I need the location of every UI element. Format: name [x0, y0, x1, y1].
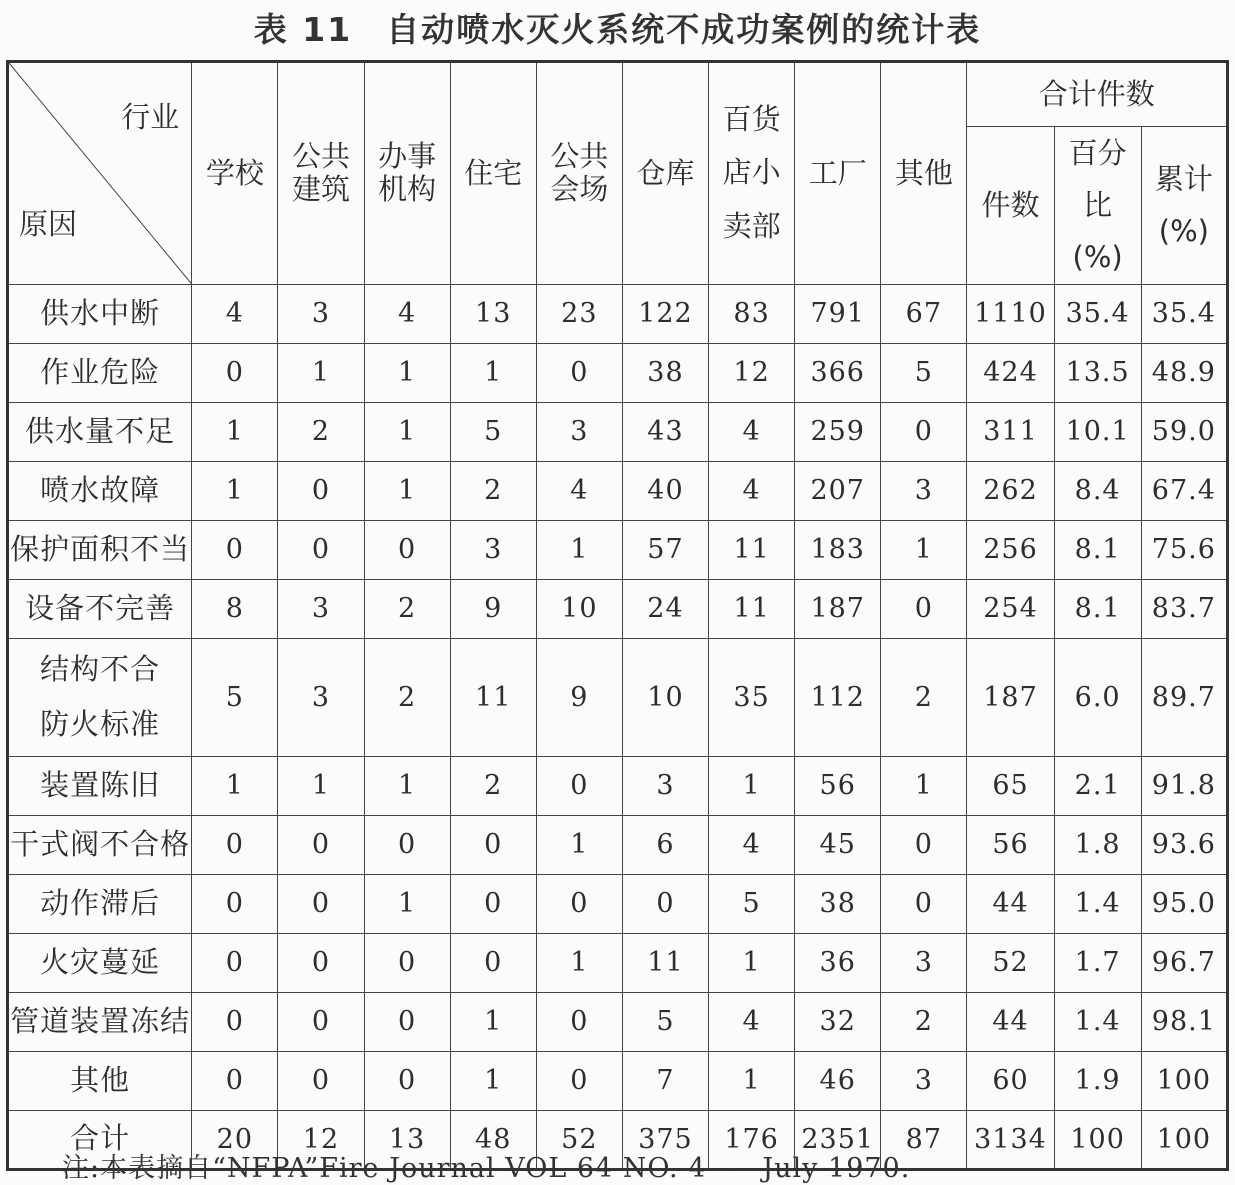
table-cell: 1 — [278, 756, 364, 815]
table-cell: 0 — [278, 520, 364, 579]
table-cell: 1 — [450, 343, 536, 402]
table-cell: 4 — [536, 461, 622, 520]
table-cell: 10.1 — [1054, 402, 1141, 461]
table-cell: 0 — [536, 874, 622, 933]
table-cell: 13 — [364, 1110, 450, 1169]
diagonal-line — [9, 63, 191, 284]
table-cell: 4 — [192, 284, 278, 343]
table-row — [8, 402, 1228, 461]
header-row-1 — [8, 62, 1228, 127]
table-cell: 40 — [622, 461, 708, 520]
table-cell: 38 — [622, 343, 708, 402]
table-cell: 1 — [364, 343, 450, 402]
table-row — [8, 461, 1228, 520]
table-cell: 254 — [967, 579, 1054, 638]
corner-header-cell — [8, 62, 192, 285]
corner-label-cause: 原因 — [19, 207, 78, 242]
row-label: 管道装置冻结 — [8, 992, 192, 1051]
table-cell: 35.4 — [1054, 284, 1141, 343]
table-cell: 67 — [881, 284, 967, 343]
table-cell: 4 — [709, 402, 795, 461]
table-cell: 11 — [450, 638, 536, 756]
table-cell: 3 — [881, 933, 967, 992]
table-cell: 83 — [709, 284, 795, 343]
table-cell: 1 — [364, 402, 450, 461]
table-cell: 8 — [192, 579, 278, 638]
table-cell: 67.4 — [1141, 461, 1227, 520]
table-cell: 3134 — [967, 1110, 1054, 1169]
col-header-office: 办事 机构 — [364, 62, 450, 285]
col-header-other: 其他 — [881, 62, 967, 285]
table-cell: 56 — [967, 815, 1054, 874]
table-cell: 10 — [536, 579, 622, 638]
col-header-school: 学校 — [192, 62, 278, 285]
table-cell: 95.0 — [1141, 874, 1227, 933]
table-cell: 44 — [967, 992, 1054, 1051]
table-cell: 1 — [450, 1051, 536, 1110]
table-cell: 1 — [192, 402, 278, 461]
row-label: 合计 — [8, 1110, 192, 1169]
table-cell: 56 — [795, 756, 881, 815]
table-row — [8, 756, 1228, 815]
table-cell: 52 — [536, 1110, 622, 1169]
table-cell: 8.4 — [1054, 461, 1141, 520]
table-cell: 1.8 — [1054, 815, 1141, 874]
table-cell: 0 — [192, 815, 278, 874]
table-cell: 48.9 — [1141, 343, 1227, 402]
table-cell: 187 — [967, 638, 1054, 756]
table-cell: 3 — [278, 579, 364, 638]
table-cell: 1 — [536, 933, 622, 992]
table-cell: 0 — [278, 815, 364, 874]
table-cell: 2 — [364, 638, 450, 756]
table-cell: 10 — [622, 638, 708, 756]
table-cell: 0 — [364, 520, 450, 579]
table-cell: 122 — [622, 284, 708, 343]
col-header-department-store: 百货 店小 卖部 — [709, 62, 795, 285]
table-cell: 791 — [795, 284, 881, 343]
table-cell: 2 — [881, 638, 967, 756]
table-cell: 32 — [795, 992, 881, 1051]
table-cell: 0 — [450, 933, 536, 992]
table-cell: 0 — [192, 520, 278, 579]
table-cell: 0 — [881, 874, 967, 933]
table-cell: 0 — [364, 933, 450, 992]
table-row — [8, 343, 1228, 402]
table-cell: 36 — [795, 933, 881, 992]
table-cell: 52 — [967, 933, 1054, 992]
source-note: 注:本表摘自“NFPA”Fire Journal VOL 64 NO. 4——July 1970. — [62, 1153, 911, 1184]
table-cell: 0 — [192, 343, 278, 402]
table-row — [8, 579, 1228, 638]
table-cell: 1 — [364, 874, 450, 933]
table-cell: 183 — [795, 520, 881, 579]
table-cell: 1 — [364, 756, 450, 815]
table-cell: 0 — [881, 579, 967, 638]
table-cell: 0 — [536, 756, 622, 815]
row-label: 其他 — [8, 1051, 192, 1110]
table-cell: 1 — [881, 756, 967, 815]
table-cell: 3 — [536, 402, 622, 461]
table-cell: 1 — [881, 520, 967, 579]
table-cell: 424 — [967, 343, 1054, 402]
table-cell: 60 — [967, 1051, 1054, 1110]
table-cell: 9 — [536, 638, 622, 756]
table-cell: 0 — [278, 1051, 364, 1110]
table-cell: 0 — [192, 874, 278, 933]
table-cell: 24 — [622, 579, 708, 638]
table-cell: 57 — [622, 520, 708, 579]
table-cell: 256 — [967, 520, 1054, 579]
col-header-public-building: 公共 建筑 — [278, 62, 364, 285]
table-cell: 0 — [881, 815, 967, 874]
table-cell: 0 — [450, 874, 536, 933]
table-cell: 87 — [881, 1110, 967, 1169]
table-cell: 2 — [278, 402, 364, 461]
table-row — [8, 520, 1228, 579]
col-header-count: 件数 — [967, 127, 1054, 285]
table-cell: 1 — [536, 520, 622, 579]
table-cell: 0 — [192, 1051, 278, 1110]
table-cell: 65 — [967, 756, 1054, 815]
table-cell: 20 — [192, 1110, 278, 1169]
table-cell: 7 — [622, 1051, 708, 1110]
table-cell: 259 — [795, 402, 881, 461]
table-cell: 1 — [192, 461, 278, 520]
row-label — [8, 638, 192, 756]
table-row — [8, 992, 1228, 1051]
table-cell: 46 — [795, 1051, 881, 1110]
table-cell: 0 — [881, 402, 967, 461]
table-cell: 1.4 — [1054, 992, 1141, 1051]
table-cell: 83.7 — [1141, 579, 1227, 638]
table-cell: 176 — [709, 1110, 795, 1169]
table-title-text: 自动喷水灭火系统不成功案例的统计表 — [386, 10, 982, 49]
table-cell: 0 — [536, 343, 622, 402]
table-cell: 9 — [450, 579, 536, 638]
table-row — [8, 815, 1228, 874]
table-cell: 3 — [622, 756, 708, 815]
table-cell: 1 — [709, 933, 795, 992]
table-cell: 8.1 — [1054, 520, 1141, 579]
table-cell: 2 — [881, 992, 967, 1051]
table-cell: 48 — [450, 1110, 536, 1169]
table-title — [0, 4, 1235, 51]
table-cell: 0 — [278, 992, 364, 1051]
table-cell: 100 — [1141, 1110, 1227, 1169]
table-cell: 1.7 — [1054, 933, 1141, 992]
table-cell: 59.0 — [1141, 402, 1227, 461]
table-cell: 1 — [364, 461, 450, 520]
row-label: 保护面积不当 — [8, 520, 192, 579]
table-row — [8, 638, 1228, 756]
row-label: 干式阀不合格 — [8, 815, 192, 874]
table-cell: 262 — [967, 461, 1054, 520]
table-cell: 4 — [709, 461, 795, 520]
table-cell: 0 — [278, 461, 364, 520]
table-cell: 0 — [364, 815, 450, 874]
table-cell: 96.7 — [1141, 933, 1227, 992]
row-label: 作业危险 — [8, 343, 192, 402]
table-cell: 89.7 — [1141, 638, 1227, 756]
row-label: 动作滞后 — [8, 874, 192, 933]
table-cell: 2 — [450, 756, 536, 815]
row-label: 设备不完善 — [8, 579, 192, 638]
table-cell: 2.1 — [1054, 756, 1141, 815]
table-cell: 112 — [795, 638, 881, 756]
table-cell: 3 — [450, 520, 536, 579]
table-cell: 207 — [795, 461, 881, 520]
table-cell: 93.6 — [1141, 815, 1227, 874]
table-cell: 2 — [364, 579, 450, 638]
table-cell: 1 — [450, 992, 536, 1051]
table-cell: 0 — [450, 815, 536, 874]
table-cell: 44 — [967, 874, 1054, 933]
table-cell: 0 — [364, 1051, 450, 1110]
table-cell: 187 — [795, 579, 881, 638]
table-cell: 1110 — [967, 284, 1054, 343]
row-label: 供水中断 — [8, 284, 192, 343]
table-row — [8, 933, 1228, 992]
table-cell: 1 — [278, 343, 364, 402]
table-cell: 3 — [881, 1051, 967, 1110]
table-cell: 23 — [536, 284, 622, 343]
col-header-residence: 住宅 — [450, 62, 536, 285]
table-cell: 0 — [192, 992, 278, 1051]
table-cell: 5 — [192, 638, 278, 756]
table-cell: 6.0 — [1054, 638, 1141, 756]
col-header-public-venue: 公共 会场 — [536, 62, 622, 285]
table-cell: 0 — [536, 1051, 622, 1110]
table-cell: 11 — [709, 520, 795, 579]
table-cell: 43 — [622, 402, 708, 461]
table-cell: 1.9 — [1054, 1051, 1141, 1110]
table-cell: 1 — [709, 756, 795, 815]
corner-label-industry: 行业 — [121, 100, 180, 134]
col-header-factory: 工厂 — [795, 62, 881, 285]
table-cell: 1 — [709, 1051, 795, 1110]
table-cell: 11 — [709, 579, 795, 638]
table-cell: 3 — [278, 638, 364, 756]
table-cell: 3 — [278, 284, 364, 343]
table-cell: 4 — [364, 284, 450, 343]
col-header-total-group: 合计件数 — [967, 62, 1228, 127]
table-number: 表 11 — [253, 10, 353, 49]
table-cell: 13 — [450, 284, 536, 343]
table-cell: 100 — [1141, 1051, 1227, 1110]
table-cell: 375 — [622, 1110, 708, 1169]
row-label: 装置陈旧 — [8, 756, 192, 815]
row-label-line: 防火标准 — [40, 707, 161, 742]
table-cell: 5 — [709, 874, 795, 933]
table-cell: 45 — [795, 815, 881, 874]
table-cell: 100 — [1054, 1110, 1141, 1169]
table-cell: 0 — [278, 874, 364, 933]
table-cell: 311 — [967, 402, 1054, 461]
table-cell: 5 — [622, 992, 708, 1051]
table-cell: 38 — [795, 874, 881, 933]
row-label: 供水量不足 — [8, 402, 192, 461]
table-row — [8, 284, 1228, 343]
col-header-percent: 百分比 (%) — [1054, 127, 1141, 285]
table-cell: 4 — [709, 815, 795, 874]
col-header-warehouse: 仓库 — [622, 62, 708, 285]
row-label: 火灾蔓延 — [8, 933, 192, 992]
table-cell: 1 — [536, 815, 622, 874]
table-cell: 6 — [622, 815, 708, 874]
table-cell: 8.1 — [1054, 579, 1141, 638]
table-cell: 1.4 — [1054, 874, 1141, 933]
statistics-table — [6, 60, 1229, 1171]
table-cell: 3 — [881, 461, 967, 520]
table-cell: 0 — [364, 992, 450, 1051]
table-row — [8, 1051, 1228, 1110]
col-header-cumulative: 累计 (%) — [1141, 127, 1227, 285]
table-cell: 12 — [278, 1110, 364, 1169]
table-cell: 11 — [622, 933, 708, 992]
table-cell: 13.5 — [1054, 343, 1141, 402]
table-cell: 366 — [795, 343, 881, 402]
table-cell: 2 — [450, 461, 536, 520]
table-cell: 35 — [709, 638, 795, 756]
row-label-line: 结构不合 — [40, 651, 161, 686]
table-cell: 0 — [536, 992, 622, 1051]
table-cell: 0 — [192, 933, 278, 992]
table-row — [8, 874, 1228, 933]
table-cell: 91.8 — [1141, 756, 1227, 815]
table-cell: 2351 — [795, 1110, 881, 1169]
table-cell: 98.1 — [1141, 992, 1227, 1051]
table-cell: 4 — [709, 992, 795, 1051]
table-cell: 5 — [881, 343, 967, 402]
table-cell: 0 — [622, 874, 708, 933]
row-label: 喷水故障 — [8, 461, 192, 520]
table-cell: 5 — [450, 402, 536, 461]
table-cell: 75.6 — [1141, 520, 1227, 579]
table-cell: 1 — [192, 756, 278, 815]
table-cell: 0 — [278, 933, 364, 992]
table-cell: 12 — [709, 343, 795, 402]
table-cell: 35.4 — [1141, 284, 1227, 343]
